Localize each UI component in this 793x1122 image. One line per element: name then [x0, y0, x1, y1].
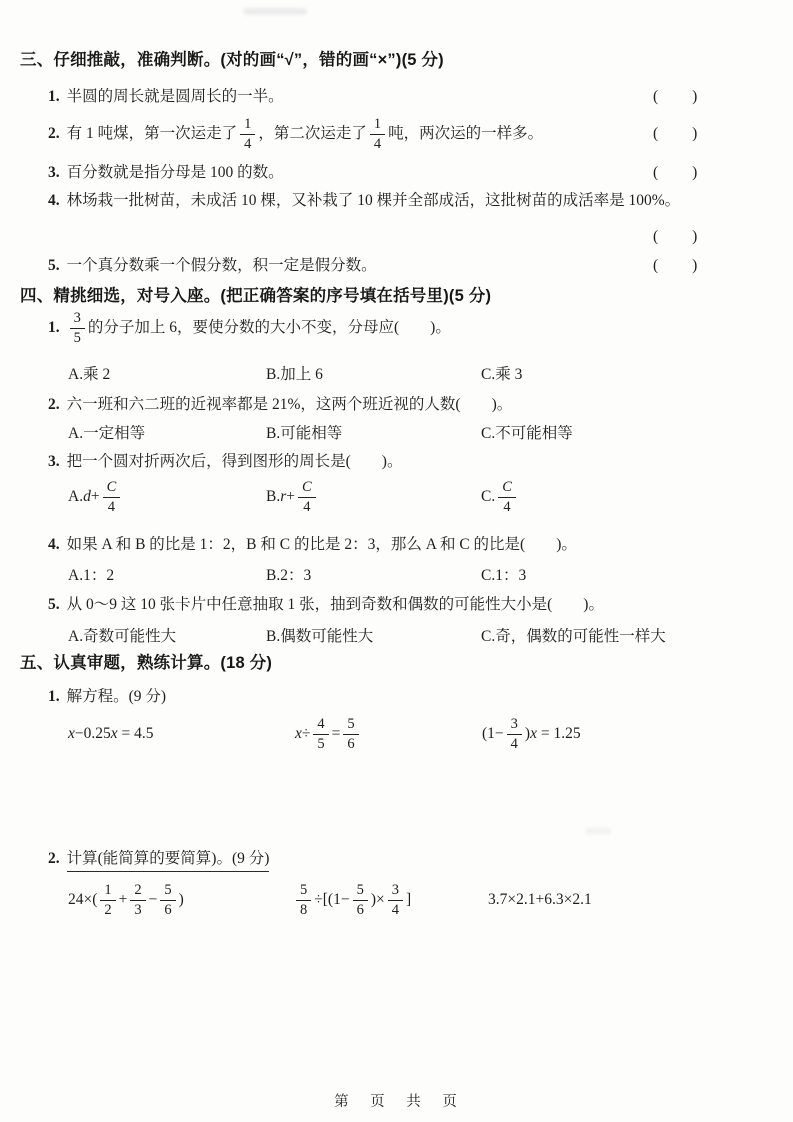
option-b: B.偶数可能性大 — [266, 628, 374, 645]
denominator: 6 — [356, 902, 364, 918]
option-label: A. — [68, 488, 84, 505]
numerator: C — [298, 480, 316, 498]
fraction — [70, 311, 85, 346]
fraction — [130, 883, 145, 918]
equation-text: ) — [524, 725, 531, 742]
denominator: 3 — [134, 902, 142, 918]
denominator: 4 — [303, 499, 311, 515]
question-text: 一个真分数乘一个假分数，积一定是假分数。 — [66, 257, 377, 274]
equations-row — [0, 708, 793, 760]
option-c: C.1：3 — [481, 567, 527, 584]
operator: + — [118, 891, 128, 908]
section-3-title: 三、仔细推敲，准确判断。(对的画“√”，错的画“×”)(5 分) — [20, 51, 444, 69]
equation-text: = 1.25 — [536, 725, 581, 742]
choice-question-5-options — [0, 626, 793, 648]
question-text: ，第二次运走了 — [258, 125, 367, 142]
question-number: 1. — [48, 319, 60, 336]
fraction — [313, 717, 328, 752]
numerator: 4 — [313, 717, 328, 735]
numerator: 2 — [130, 883, 145, 901]
fraction — [296, 883, 311, 918]
expression-text: 24×( — [68, 891, 98, 908]
numerator: 1 — [240, 117, 255, 135]
denominator: 5 — [73, 330, 81, 346]
question-number: 3. — [48, 453, 60, 470]
expression-text: )× — [370, 891, 385, 908]
question-number: 1. — [48, 88, 60, 105]
numerator: 5 — [343, 717, 358, 735]
fraction — [343, 717, 358, 752]
operator: ÷ — [301, 725, 311, 742]
question-number: 3. — [48, 164, 60, 181]
variable: x — [110, 725, 118, 742]
fraction — [353, 883, 368, 918]
fraction — [240, 117, 255, 152]
expression-text: ] — [405, 891, 412, 908]
question-text: 半圆的周长就是圆周长的一半。 — [66, 88, 284, 105]
subsection-number: 2. — [48, 850, 60, 867]
scan-artifact — [585, 828, 611, 834]
denominator: 4 — [107, 499, 116, 515]
question-text: 的分子加上 6，要使分数的大小不变，分母应( )。 — [87, 319, 451, 336]
denominator: 4 — [373, 136, 382, 152]
numerator: 5 — [160, 883, 175, 901]
equals-sign: = — [331, 725, 341, 742]
expression-3 — [488, 872, 592, 928]
variable: x — [295, 725, 302, 742]
expression-text: ) — [178, 891, 184, 908]
question-text: 百分数就是指分母是 100 的数。 — [66, 164, 284, 181]
choice-question-3 — [0, 451, 793, 473]
question-text: 从 0～9 这 10 张卡片中任意抽取 1 张，抽到奇数和偶数的可能性大小是( )。 — [66, 596, 604, 613]
question-number: 4. — [48, 536, 60, 553]
option-a: A.乘 2 — [68, 366, 111, 383]
solve-equations-heading — [0, 686, 793, 708]
subsection-text: 解方程。(9 分) — [66, 688, 167, 705]
judge-question-3 — [0, 162, 793, 184]
judge-question-2 — [0, 110, 793, 158]
equation-2 — [295, 708, 362, 760]
numerator: 3 — [388, 883, 403, 901]
fraction — [103, 480, 121, 515]
choice-question-5 — [0, 594, 793, 616]
answer-brackets: ( ) — [653, 125, 699, 142]
answer-brackets: ( ) — [653, 164, 699, 181]
variable: d — [83, 488, 91, 505]
option-c: C.奇，偶数的可能性一样大 — [481, 628, 666, 645]
denominator: 8 — [300, 902, 308, 918]
numerator: 3 — [507, 717, 522, 735]
numerator: 5 — [296, 883, 311, 901]
question-text: 把一个圆对折两次后，得到图形的周长是( )。 — [66, 453, 403, 470]
question-number: 2. — [48, 125, 60, 142]
variable: x — [530, 725, 537, 742]
option-a — [68, 472, 123, 522]
operator: − — [148, 891, 158, 908]
calculation-heading — [0, 848, 793, 870]
answer-brackets: ( ) — [653, 257, 699, 274]
choice-question-3-options — [0, 472, 793, 522]
equation-3 — [482, 708, 581, 760]
choice-question-4-options — [0, 565, 793, 587]
question-number: 5. — [48, 596, 60, 613]
expression-2 — [293, 872, 411, 928]
option-b — [266, 472, 319, 522]
equation-1 — [68, 708, 154, 760]
judge-question-1 — [0, 86, 793, 108]
choice-question-2-options — [0, 423, 793, 445]
expression-1 — [68, 872, 184, 928]
question-text: 六一班和六二班的近视率都是 21%，这两个班近视的人数( )。 — [66, 396, 513, 413]
option-c: C.乘 3 — [481, 366, 523, 383]
scan-artifact — [243, 8, 307, 15]
answer-brackets: ( ) — [653, 88, 699, 105]
numerator: C — [498, 480, 516, 498]
equation-text: −0.25 — [74, 725, 111, 742]
question-text: 吨，两次运的一样多。 — [388, 125, 544, 142]
judge-question-4 — [0, 190, 793, 212]
question-number: 4. — [48, 192, 60, 209]
numerator: 3 — [70, 311, 85, 329]
numerator: C — [103, 480, 121, 498]
option-c: C.不可能相等 — [481, 425, 573, 442]
choice-question-1-options — [0, 364, 793, 386]
question-text: 林场栽一批树苗，未成活 10 棵，又补栽了 10 棵并全部成活，这批树苗的成活率是 100%。 — [66, 192, 681, 209]
denominator: 4 — [391, 902, 399, 918]
fraction — [507, 717, 522, 752]
operator: + — [286, 488, 296, 505]
expression-text: ÷[(1− — [314, 891, 350, 908]
option-b: B.可能相等 — [266, 425, 343, 442]
variable: x — [68, 725, 75, 742]
option-b: B.加上 6 — [266, 366, 323, 383]
expressions-row — [0, 872, 793, 928]
denominator: 4 — [510, 736, 518, 752]
choice-question-2 — [0, 394, 793, 416]
option-c — [481, 472, 519, 522]
option-b: B.2：3 — [266, 567, 312, 584]
option-a: A.1：2 — [68, 567, 115, 584]
choice-question-4 — [0, 534, 793, 556]
numerator: 1 — [370, 117, 385, 135]
operator: + — [90, 488, 100, 505]
question-text: 如果 A 和 B 的比是 1：2，B 和 C 的比是 2：3，那么 A 和 C 的比是( )。 — [66, 536, 577, 553]
denominator: 5 — [317, 736, 325, 752]
answer-brackets: ( ) — [653, 228, 699, 245]
judge-question-5 — [0, 255, 793, 277]
question-text: 有 1 吨煤，第一次运走了 — [66, 125, 238, 142]
fraction — [160, 883, 175, 918]
denominator: 2 — [104, 902, 112, 918]
fraction — [298, 480, 316, 515]
question-number: 5. — [48, 257, 60, 274]
fraction — [370, 117, 385, 152]
section-4-title: 四、精挑细选，对号入座。(把正确答案的序号填在括号里)(5 分) — [20, 287, 492, 305]
denominator: 6 — [164, 902, 172, 918]
choice-question-1 — [0, 305, 793, 351]
option-a: A.一定相等 — [68, 425, 146, 442]
question-number: 2. — [48, 396, 60, 413]
numerator: 5 — [353, 883, 368, 901]
denominator: 6 — [347, 736, 355, 752]
subsection-text: 计算(能简算的要简算)。(9 分) — [67, 850, 270, 872]
denominator: 4 — [503, 499, 511, 515]
denominator: 4 — [244, 136, 252, 152]
numerator: 1 — [100, 883, 115, 901]
expression-text: 3.7×2.1+6.3×2.1 — [488, 891, 592, 908]
variable: r — [280, 488, 287, 505]
fraction — [100, 883, 115, 918]
section-5-title: 五、认真审题，熟练计算。(18 分) — [20, 654, 273, 672]
option-a: A.奇数可能性大 — [68, 628, 177, 645]
fraction — [498, 480, 516, 515]
option-label: C. — [481, 488, 496, 505]
page-footer: 第 页 共 页 — [334, 1094, 459, 1110]
equation-text: (1− — [482, 725, 504, 742]
equation-text: = 4.5 — [117, 725, 154, 742]
option-label: B. — [266, 488, 281, 505]
fraction — [388, 883, 403, 918]
subsection-number: 1. — [48, 688, 60, 705]
